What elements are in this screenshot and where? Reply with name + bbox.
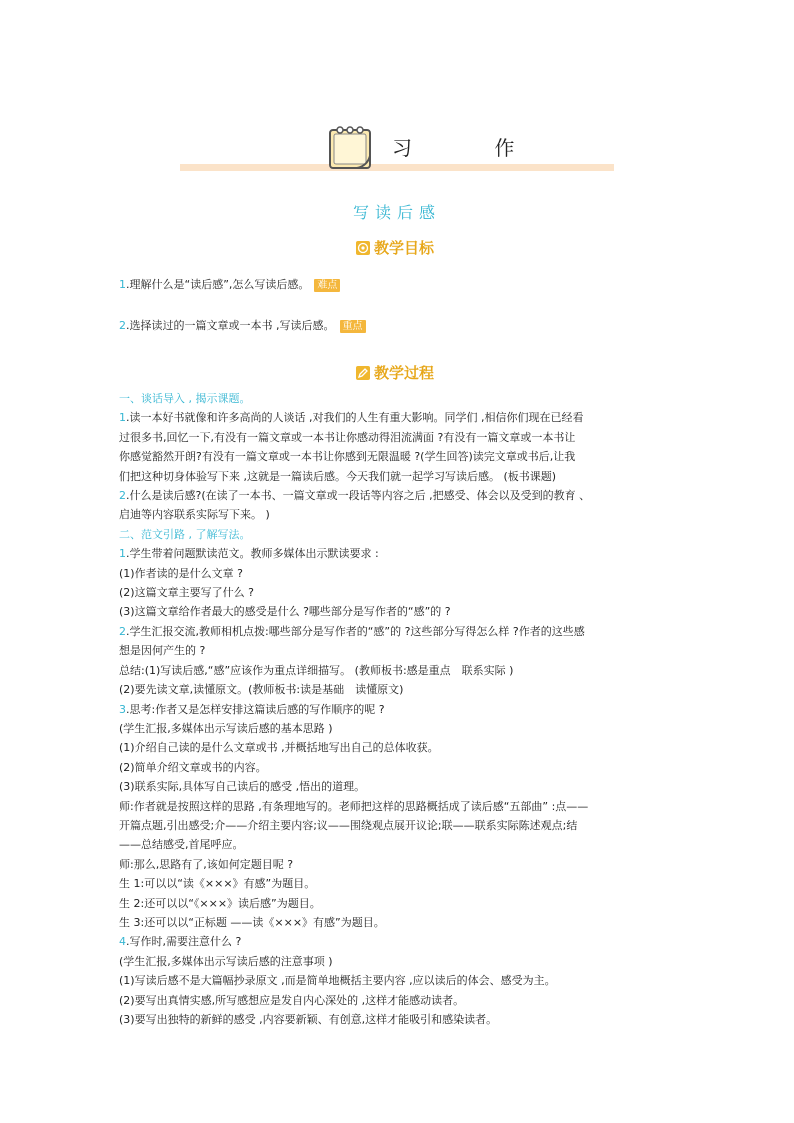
teaching-process-body	[119, 389, 679, 1029]
paragraph-text: .学生带着问题默读范文。教师多媒体出示默读要求 :	[126, 547, 379, 561]
text-line: ——总结感受,首尾呼应。	[119, 838, 244, 852]
numbered-paragraph	[119, 700, 679, 719]
text-line: (3)这篇文章给作者最大的感受是什么 ?哪些部分是写作者的“感”的 ?	[119, 605, 451, 619]
text-line: (2)这篇文章主要写了什么 ?	[119, 586, 254, 600]
numbered-paragraph	[119, 486, 679, 505]
paragraph-number: 3	[119, 702, 126, 716]
text-line: 师:作者就是按照这样的思路 ,有条理地写的。老师把这样的思路概括成了读后感“五部曲” :点——	[119, 799, 589, 813]
text-line: 启迪等内容联系实际写下来。 )	[119, 508, 270, 522]
header-title: 习 作	[392, 136, 553, 160]
notepad-icon	[327, 122, 375, 172]
text-line: 师:那么,思路有了,该如何定题目呢 ?	[119, 857, 294, 871]
paragraph-number: 2	[119, 489, 126, 503]
numbered-paragraph	[119, 932, 679, 951]
difficulty-tag: 难点	[314, 279, 340, 292]
target-icon	[356, 241, 370, 255]
section-heading: 二、范文引路 , 了解写法。	[119, 527, 251, 541]
text-line: 们把这种切身体验写下来 ,这就是一篇读后感。今天我们就一起学习写读后感。 (板书课题)	[119, 469, 557, 483]
goals-section-title: 教学目标	[374, 239, 435, 257]
goal-number: 1	[119, 278, 126, 291]
page-header	[0, 120, 794, 180]
goal-text: .选择读过的一篇文章或一本书 ,写读后感。	[126, 319, 335, 332]
text-line: 你感觉豁然开朗?有没有一篇文章或一本书让你感到无限温暖 ?(学生回答)读完文章或书后,让我	[119, 450, 576, 464]
header-underline	[180, 164, 614, 171]
text-line: 生 3:还可以以“正标题 ——读《×××》有感”为题目。	[119, 915, 385, 929]
paragraph-text: .思考:作者又是怎样安排这篇读后感的写作顺序的呢 ?	[126, 702, 385, 716]
text-line: 总结:(1)写读后感,“感”应该作为重点详细描写。 (教师板书:感是重点 联系实际 )	[119, 663, 514, 677]
goal-number: 2	[119, 319, 126, 332]
text-line: (2)要写出真情实感,所写感想应是发自内心深处的 ,这样才能感动读者。	[119, 993, 465, 1007]
goals-section-heading	[356, 237, 434, 258]
text-line: 想是因何产生的 ?	[119, 644, 206, 658]
text-line: (1)介绍自己读的是什么文章或书 ,并概括地写出自己的总体收获。	[119, 741, 439, 755]
goal-item	[119, 317, 366, 333]
goal-text: .理解什么是“读后感”,怎么写读后感。	[126, 278, 310, 291]
process-section-title: 教学过程	[374, 364, 435, 382]
text-line: (2)要先读文章,读懂原文。(教师板书:读是基础 读懂原文)	[119, 683, 404, 697]
process-section-heading	[356, 362, 434, 383]
text-line: (学生汇报,多媒体出示写读后感的基本思路 )	[119, 721, 333, 735]
pen-icon	[356, 366, 370, 380]
paragraph-number: 2	[119, 624, 126, 638]
text-line: 生 1:可以以“读《×××》有感”为题目。	[119, 877, 316, 891]
text-line: 过很多书,回忆一下,有没有一篇文章或一本书让你感动得泪流满面 ?有没有一篇文章或一本书让	[119, 430, 576, 444]
key-point-tag: 重点	[340, 320, 366, 333]
lesson-title: 写读后感	[352, 203, 441, 222]
numbered-paragraph	[119, 544, 679, 563]
paragraph-text: .写作时,需要注意什么 ?	[126, 935, 242, 949]
text-line: 开篇点题,引出感受;介——介绍主要内容;议——围绕观点展开议论;联——联系实际陈述观点;结	[119, 818, 578, 832]
goal-item	[119, 276, 340, 292]
paragraph-number: 1	[119, 547, 126, 561]
text-line: (学生汇报,多媒体出示写读后感的注意事项 )	[119, 954, 333, 968]
paragraph-text: .学生汇报交流,教师相机点拨:哪些部分是写作者的“感”的 ?这些部分写得怎么样 ?作者的这些感	[126, 624, 585, 638]
text-line: (1)写读后感不是大篇幅抄录原文 ,而是简单地概括主要内容 ,应以读后的体会、感受为主。	[119, 974, 556, 988]
text-line: (1)作者读的是什么文章 ?	[119, 566, 243, 580]
text-line: (3)联系实际,具体写自己读后的感受 ,悟出的道理。	[119, 780, 366, 794]
paragraph-text: .什么是读后感?(在读了一本书、一篇文章或一段话等内容之后 ,把感受、体会以及受到的教育 、	[126, 489, 591, 503]
paragraph-number: 1	[119, 411, 126, 425]
text-line: (2)简单介绍文章或书的内容。	[119, 760, 267, 774]
text-line: 生 2:还可以以“《×××》读后感”为题目。	[119, 896, 321, 910]
numbered-paragraph	[119, 622, 679, 641]
numbered-paragraph	[119, 408, 679, 427]
paragraph-text: .读一本好书就像和许多高尚的人谈话 ,对我们的人生有重大影响。同学们 ,相信你们现在已经看	[126, 411, 584, 425]
paragraph-number: 4	[119, 935, 126, 949]
text-line: (3)要写出独特的新鲜的感受 ,内容要新颖、有创意,这样才能吸引和感染读者。	[119, 1013, 498, 1026]
section-heading: 一、谈话导入 , 揭示课题。	[119, 392, 251, 405]
